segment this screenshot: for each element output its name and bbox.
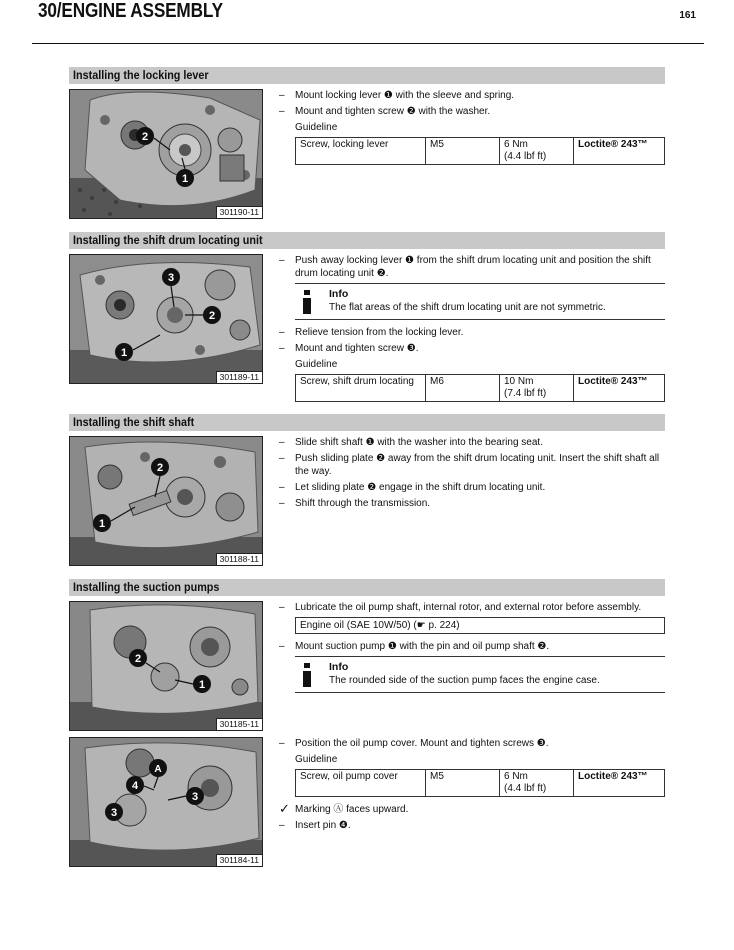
svg-text:1: 1 bbox=[120, 347, 128, 359]
info-box bbox=[295, 656, 665, 693]
svg-text:3: 3 bbox=[191, 791, 199, 803]
photo-reference: 301190-11 bbox=[216, 206, 262, 218]
spec-thread: M6 bbox=[426, 375, 500, 402]
step: – Mount and tighten screw ❷ with the washer. bbox=[279, 106, 491, 117]
step: – Insert pin ❹. bbox=[279, 820, 351, 831]
svg-text:2: 2 bbox=[208, 310, 216, 322]
spec-compound: Loctite® 243™ bbox=[574, 375, 665, 402]
info-icon bbox=[299, 290, 315, 314]
section-content-2 bbox=[279, 737, 665, 835]
svg-text:2: 2 bbox=[141, 131, 149, 143]
section-locking-lever bbox=[69, 67, 665, 217]
spec-compound: Loctite® 243™ bbox=[574, 770, 665, 797]
photo-reference: 301188-11 bbox=[216, 553, 262, 565]
spec-torque: 10 Nm (7.4 lbf ft) bbox=[500, 375, 574, 402]
page-number: 161 bbox=[679, 10, 696, 21]
guideline-label: Guideline bbox=[295, 359, 338, 370]
step: – Push sliding plate ❷ away from the shift drum locating unit. Insert the shift shaft all the way. bbox=[279, 453, 660, 477]
section-title: Installing the suction pumps bbox=[69, 579, 665, 596]
step: – Push away locking lever ❶ from the shift drum locating unit and position the shift drum locating unit ❷. bbox=[279, 255, 651, 279]
spec-item: Screw, locking lever bbox=[296, 138, 426, 165]
oil-spec-box: Engine oil (SAE 10W/50) (☛ p. 224) bbox=[295, 617, 665, 634]
spec-table bbox=[295, 374, 665, 402]
guideline-label: Guideline bbox=[295, 122, 338, 133]
photo-reference: 301189-11 bbox=[216, 371, 262, 383]
check-step: ✓ Marking Ⓐ faces upward. bbox=[279, 801, 409, 816]
step: – Relieve tension from the locking lever. bbox=[279, 327, 464, 338]
info-box bbox=[295, 283, 665, 320]
info-icon bbox=[299, 663, 315, 687]
photo-oil-pump-cover bbox=[69, 737, 263, 867]
spec-item: Screw, oil pump cover bbox=[296, 770, 426, 797]
svg-text:A: A bbox=[154, 764, 162, 775]
svg-text:3: 3 bbox=[110, 807, 118, 819]
step: – Mount locking lever ❶ with the sleeve and spring. bbox=[279, 90, 515, 101]
step: – Mount suction pump ❶ with the pin and oil pump shaft ❷. bbox=[279, 641, 550, 652]
section-content bbox=[279, 89, 665, 165]
spec-item: Screw, shift drum locating bbox=[296, 375, 426, 402]
svg-text:4: 4 bbox=[131, 780, 139, 792]
section-title: Installing the shift drum locating unit bbox=[69, 232, 665, 249]
spec-torque: 6 Nm (4.4 lbf ft) bbox=[500, 770, 574, 797]
svg-text:3: 3 bbox=[167, 272, 175, 284]
svg-text:1: 1 bbox=[98, 518, 106, 530]
photo-suction-pump bbox=[69, 601, 263, 731]
section-content bbox=[279, 436, 665, 513]
section-title: Installing the locking lever bbox=[69, 67, 665, 84]
spec-thread: M5 bbox=[426, 770, 500, 797]
spec-thread: M5 bbox=[426, 138, 500, 165]
info-text: The rounded side of the suction pump faces the engine case. bbox=[329, 675, 600, 686]
info-text: The flat areas of the shift drum locating unit are not symmetric. bbox=[329, 302, 606, 313]
spec-table bbox=[295, 137, 665, 165]
spec-compound: Loctite® 243™ bbox=[574, 138, 665, 165]
photo-shift-drum bbox=[69, 254, 263, 384]
svg-text:2: 2 bbox=[134, 653, 142, 665]
step: – Shift through the transmission. bbox=[279, 498, 431, 509]
svg-text:1: 1 bbox=[198, 679, 206, 691]
section-shift-shaft bbox=[69, 414, 665, 564]
photo-shift-shaft bbox=[69, 436, 263, 566]
page-title: 30/ENGINE ASSEMBLY bbox=[38, 0, 223, 22]
spec-table bbox=[295, 769, 665, 797]
section-content bbox=[279, 254, 665, 402]
section-title: Installing the shift shaft bbox=[69, 414, 665, 431]
step: – Mount and tighten screw ❸. bbox=[279, 343, 419, 354]
page-header bbox=[32, 22, 704, 44]
step: – Position the oil pump cover. Mount and tighten screws ❸. bbox=[279, 738, 549, 749]
spec-torque: 6 Nm (4.4 lbf ft) bbox=[500, 138, 574, 165]
svg-text:1: 1 bbox=[181, 173, 189, 185]
photo-reference: 301184-11 bbox=[216, 854, 262, 866]
guideline-label: Guideline bbox=[295, 754, 338, 765]
info-title: Info bbox=[329, 661, 349, 673]
photo-locking-lever bbox=[69, 89, 263, 219]
section-content bbox=[279, 601, 665, 699]
photo-reference: 301185-11 bbox=[216, 718, 262, 730]
svg-text:2: 2 bbox=[156, 462, 164, 474]
info-title: Info bbox=[329, 288, 349, 300]
step: – Lubricate the oil pump shaft, internal rotor, and external rotor before assembly. bbox=[279, 602, 642, 613]
section-suction-pumps bbox=[69, 579, 665, 865]
step: – Slide shift shaft ❶ with the washer into the bearing seat. bbox=[279, 437, 543, 448]
step: – Let sliding plate ❷ engage in the shift drum locating unit. bbox=[279, 482, 546, 493]
section-shift-drum-locating-unit bbox=[69, 232, 665, 399]
check-icon: ✓ bbox=[279, 801, 290, 816]
